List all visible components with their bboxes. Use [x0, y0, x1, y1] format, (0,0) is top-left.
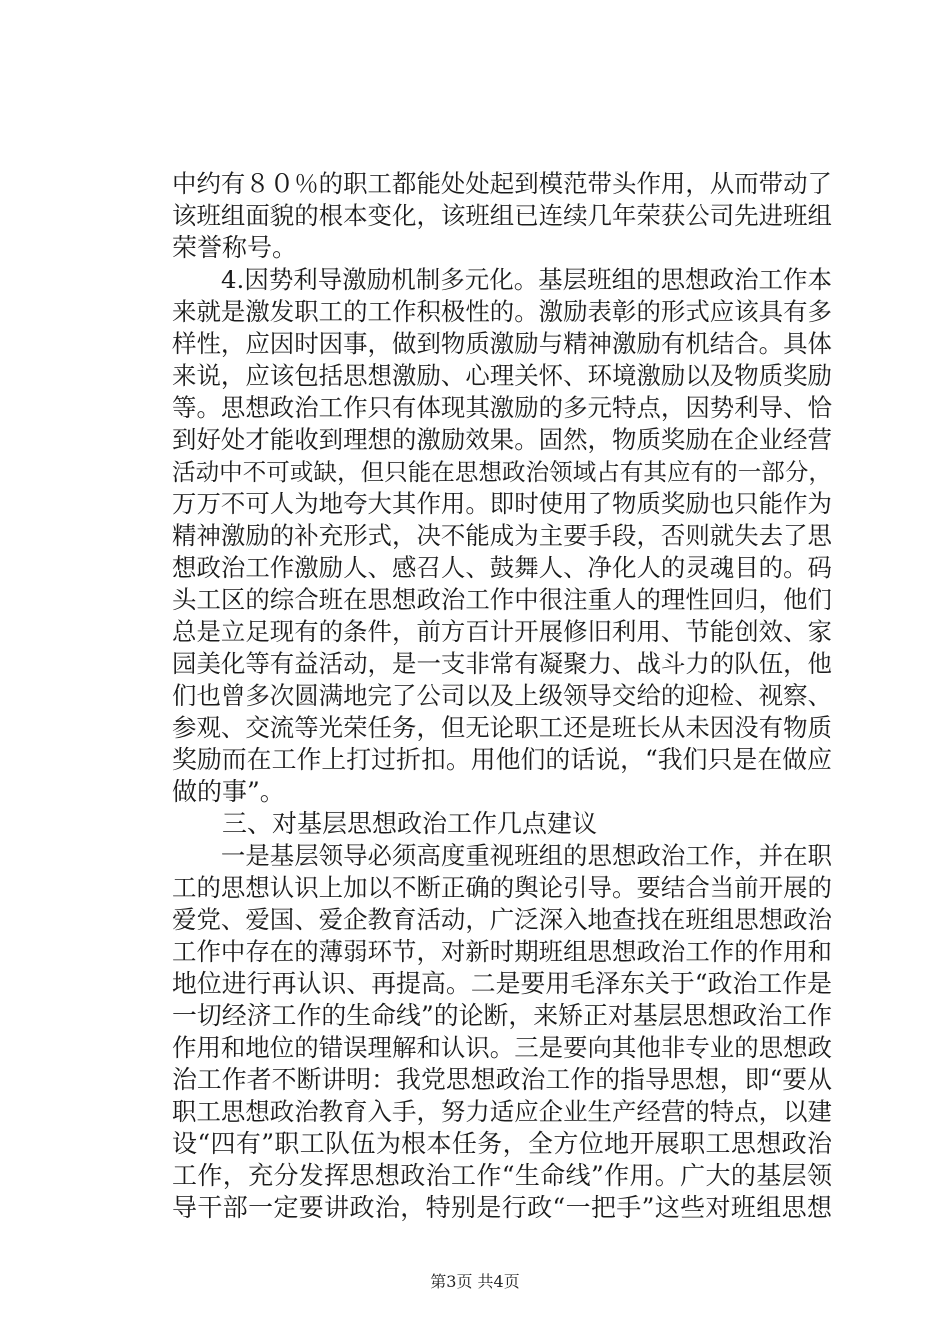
text-line: 来就是激发职工的工作积极性的。激励表彰的形式应该具有多 [172, 297, 832, 326]
text-line: 样性，应因时因事，做到物质激励与精神激励有机结合。具体 [172, 329, 832, 358]
text-line: 作用和地位的错误理解和认识。三是要向其他非专业的思想政 [172, 1033, 832, 1062]
text-line: 职工思想政治教育入手，努力适应企业生产经营的特点，以建 [172, 1097, 832, 1126]
text-line: 地位进行再认识、再提高。二是要用毛泽东关于“政治工作是 [172, 969, 832, 998]
text-line: 万万不可人为地夸大其作用。即时使用了物质奖励也只能作为 [172, 489, 832, 518]
text-line: 做的事”。 [172, 777, 285, 806]
text-line: 荣誉称号。 [172, 233, 298, 262]
text-line: 等。思想政治工作只有体现其激励的多元特点，因势利导、恰 [172, 393, 832, 422]
text-line: 中约有８０％的职工都能处处起到模范带头作用，从而带动了 [172, 169, 832, 198]
text-line: 活动中不可或缺，但只能在思想政治领域占有其应有的一部分， [172, 458, 832, 486]
text-line: 一切经济工作的生命线”的论断，来矫正对基层思想政治工作 [172, 1001, 832, 1030]
page-number-label: 第3页 共4页 [430, 1272, 520, 1291]
text-line: 爱党、爱国、爱企教育活动，广泛深入地查找在班组思想政治 [172, 905, 832, 934]
text-line: 总是立足现有的条件，前方百计开展修旧利用、节能创效、家 [172, 617, 832, 646]
text-line: 4.因势利导激励机制多元化。基层班组的思想政治工作本 [172, 265, 832, 294]
text-line: 到好处才能收到理想的激励效果。固然，物质奖励在企业经营 [172, 425, 832, 454]
text-line: 奖励而在工作上打过折扣。用他们的话说，“我们只是在做应 [172, 745, 832, 774]
text-line: 精神激励的补充形式，决不能成为主要手段，否则就失去了思 [172, 521, 832, 550]
text-line: 导干部一定要讲政治，特别是行政“一把手”这些对班组思想 [172, 1193, 832, 1222]
text-line: 一是基层领导必须高度重视班组的思想政治工作，并在职 [172, 841, 832, 870]
text-line: 来说，应该包括思想激励、心理关怀、环境激励以及物质奖励 [172, 361, 832, 390]
document-body [172, 168, 832, 1224]
text-line: 工的思想认识上加以不断正确的舆论引导。要结合当前开展的 [172, 873, 832, 902]
text-line: 们也曾多次圆满地完了公司以及上级领导交给的迎检、视察、 [172, 681, 832, 710]
page-footer [0, 1272, 950, 1292]
text-line: 想政治工作激励人、感召人、鼓舞人、净化人的灵魂目的。码 [172, 553, 832, 582]
text-line: 参观、交流等光荣任务，但无论职工还是班长从未因没有物质 [172, 713, 832, 742]
text-line: 三、对基层思想政治工作几点建议 [172, 809, 598, 838]
text-line: 该班组面貌的根本变化，该班组已连续几年荣获公司先进班组 [172, 201, 832, 230]
text-line: 治工作者不断讲明：我党思想政治工作的指导思想，即“要从 [172, 1065, 832, 1094]
text-line: 园美化等有益活动，是一支非常有凝聚力、战斗力的队伍，他 [172, 649, 832, 678]
text-line: 工作中存在的薄弱环节，对新时期班组思想政治工作的作用和 [172, 937, 832, 966]
text-line: 头工区的综合班在思想政治工作中很注重人的理性回归，他们 [172, 585, 832, 614]
text-line: 工作，充分发挥思想政治工作“生命线”作用。广大的基层领 [172, 1161, 832, 1190]
text-line: 设“四有”职工队伍为根本任务，全方位地开展职工思想政治 [172, 1129, 832, 1158]
